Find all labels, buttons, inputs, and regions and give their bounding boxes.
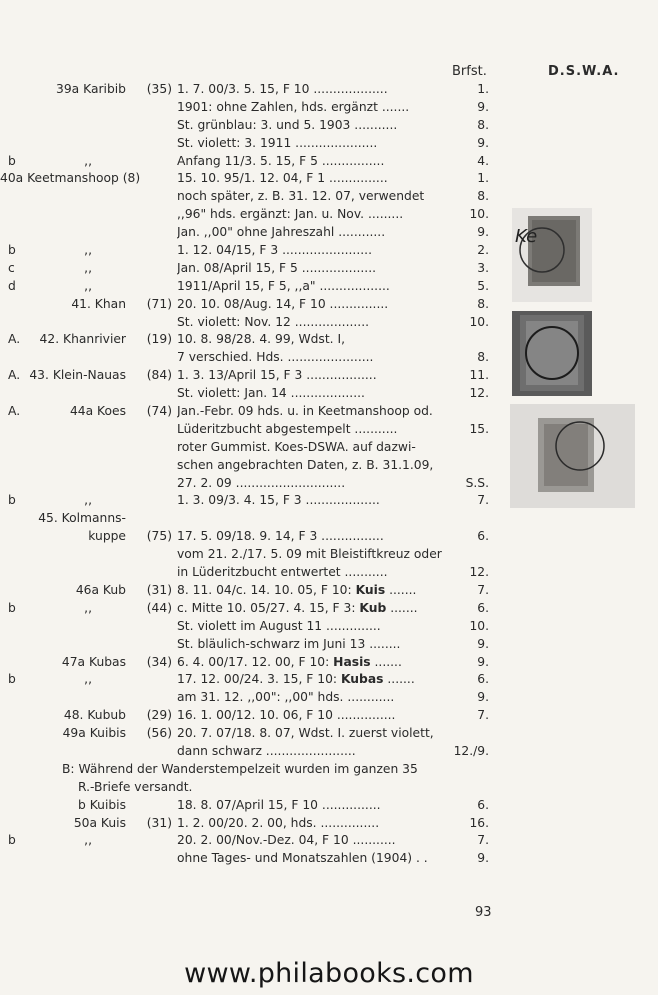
date-range-text: 1901: ohne Zahlen, hds. ergänzt ....... [177,99,410,114]
brfst-value: 5. [477,278,489,293]
region-heading: D.S.W.A. [548,64,620,79]
place-name: ,, [84,260,92,275]
brfst-value: 1. [477,171,489,186]
date-range-text: 1. 3. 09/3. 4. 15, F 3 ................... [177,493,380,508]
place-name: kuppe [88,529,126,544]
brfst-value: 12. [469,565,489,580]
brfst-value: 8. [477,117,489,132]
brfst-value: 9. [477,851,489,866]
brfst-value: 6. [477,529,489,544]
brfst-value: 9. [477,636,489,651]
catalog-number: (84) [146,368,172,383]
date-range-text: 10. 8. 98/28. 4. 99, Wdst. I, [177,332,346,347]
brfst-value: 3. [477,260,489,275]
date-range-text: 1. 7. 00/3. 5. 15, F 10 ................... [177,82,388,96]
leader-dots: ....... [385,582,417,597]
catalog-row [0,135,658,153]
date-range-text: 1. 2. 00/20. 2. 00, hds. ............... [177,815,380,830]
catalog-number: (29) [146,708,172,723]
row-prefix: b [8,600,16,615]
row-prefix: A. [8,404,21,419]
catalog-row [0,832,658,850]
brfst-value: 7. [477,582,489,597]
date-range-text: Jan.-Febr. 09 hds. u. in Keetmanshoop od. [177,404,433,419]
brfst-value: 11. [469,368,489,383]
date-text: 8. 11. 04/c. 14. 10. 05, F 10: [177,582,356,597]
date-range-text: 1911/April 15, F 5, ,,a" .................. [177,278,390,293]
date-range-text: 20. 7. 07/18. 8. 07, Wdst. I. zuerst violett, [177,726,434,741]
catalog-row [0,117,658,135]
place-name: ,, [84,672,92,687]
place-name: ,, [84,153,92,168]
brfst-value: 8. [477,296,489,311]
brfst-value: 6. [477,600,489,615]
brfst-value: 12./9. [453,743,489,758]
brfst-value: 12. [469,386,489,401]
catalog-row [0,153,658,171]
catalog-number: (44) [146,600,172,615]
catalog-row [0,600,658,618]
row-prefix: c [8,260,15,275]
place-name: 50a Kuis [73,815,126,830]
leader-dots: ....... [383,672,415,687]
catalog-row [0,654,658,672]
date-range-text: schen angebrachten Daten, z. B. 31.1.09, [177,457,434,472]
brfst-value: 1. [477,82,489,96]
date-text: c. Mitte 10. 05/27. 4. 15, F 3: [177,600,360,615]
catalog-row [0,689,658,707]
date-text: 17. 12. 00/24. 3. 15, F 10: [177,672,341,687]
date-range-text: ,,96" hds. ergänzt: Jan. u. Nov. ......... [177,207,404,222]
brfst-value: S.S. [465,475,489,490]
brfst-value: 15. [469,421,489,436]
place-name: ,, [84,278,92,293]
brfst-value: 10. [469,618,489,633]
date-range-text: St. bläulich-schwarz im Juni 13 ........ [177,636,401,651]
date-text: 6. 4. 00/17. 12. 00, F 10: [177,654,334,669]
date-range-text: 1. 12. 04/15, F 3 ....................... [177,243,372,258]
date-range-text: Jan. 08/April 15, F 5 ................... [177,260,377,275]
catalog-row [0,725,658,743]
date-range-text: 16. 1. 00/12. 10. 06, F 10 ............... [177,708,396,723]
place-name: ,, [84,833,92,848]
watermark-url: www.philabooks.com [184,958,474,989]
catalog-number: (35) [146,82,172,96]
date-range-text: 7 verschied. Hds. ...................... [177,350,374,365]
date-range-text [177,600,447,618]
date-range-text: dann schwarz ....................... [177,743,356,758]
brfst-value: 10. [469,314,489,329]
place-name: 44a Koes [69,404,126,419]
date-range-text: vom 21. 2./17. 5. 09 mit Bleistiftkreuz oder [177,547,442,562]
catalog-row [0,99,658,117]
place-name: 43. Klein-Nauas [29,368,126,383]
row-prefix: b [8,153,16,168]
brfst-value: 7. [477,833,489,848]
catalog-row [0,564,658,582]
date-range-text: Lüderitzbucht abgestempelt ........... [177,421,398,436]
catalog-number: (19) [146,332,172,347]
catalog-row [0,188,658,206]
catalog-number: (34) [146,654,172,669]
place-name: 48. Kubub [63,708,126,723]
date-range-text: ohne Tages- und Monatszahlen (1904) . . [177,851,428,866]
date-range-text: roter Gummist. Koes-DSWA. auf dazwi- [177,439,416,454]
date-range-text [177,582,447,600]
catalog-row [0,761,658,779]
place-name: 41. Khan [71,296,126,311]
catalog-row [0,636,658,654]
date-range-text: in Lüderitzbucht entwertet ........... [177,565,388,580]
catalog-row [0,618,658,636]
date-range-text: 1. 3. 13/April 15, F 3 .................. [177,368,377,383]
date-range-text: St. grünblau: 3. und 5. 1903 ........... [177,117,398,132]
catalog-number: (56) [146,726,172,741]
leader-dots: ....... [370,654,402,669]
stamp-image-koes [510,404,635,508]
place-name: ,, [84,600,92,615]
date-range-text: noch später, z. B. 31. 12. 07, verwendet [177,189,425,204]
place-name: 45. Kolmanns- [38,511,126,526]
row-prefix: A. [8,368,21,383]
brfst-value: 6. [477,797,489,812]
date-range-text: Anfang 11/3. 5. 15, F 5 ................ [177,153,385,168]
note-text: R.-Briefe versandt. [78,779,193,794]
brfst-value: 9. [477,225,489,240]
date-range-text: 17. 5. 09/18. 9. 14, F 3 ................ [177,529,384,544]
stamp-image-keetmanshoop [512,311,592,396]
brfst-value: 16. [469,815,489,830]
place-name: ,, [84,493,92,508]
brfst-value: 9. [477,690,489,705]
postmark-name: Kub [359,600,387,615]
brfst-value: 6. [477,672,489,687]
catalog-number: (71) [146,296,172,311]
place-name: 42. Khanrivier [39,332,126,347]
date-range-text: St. violett im August 11 .............. [177,618,381,633]
leader-dots: ....... [386,600,418,615]
date-range-text [177,654,447,672]
date-range-text: 20. 10. 08/Aug. 14, F 10 ............... [177,296,389,311]
catalog-row [0,170,658,188]
postmark-name: Hasis [333,654,371,669]
place-name: 39a Karibib [56,82,126,96]
catalog-row [0,546,658,564]
date-range-text: 27. 2. 09 ............................ [177,475,346,490]
column-header-brfst: Brfst. [452,64,487,79]
note-text: B: Während der Wanderstempelzeit wurden im ganzen 35 [62,761,418,776]
date-range-text [177,671,447,689]
svg-text:Ke: Ke [515,226,538,247]
catalog-number: (31) [146,582,172,597]
row-prefix: b [8,493,16,508]
catalog-number: (31) [146,815,172,830]
catalog-number: (75) [146,529,172,544]
catalog-number: (74) [146,404,172,419]
date-range-text: Jan. ,,00" ohne Jahreszahl ............ [177,225,386,240]
catalog-row [0,743,658,761]
stamp-image-karibib [512,208,592,302]
row-prefix: A. [8,332,21,347]
date-range-text: am 31. 12. ,,00": ,,00" hds. ............ [177,690,395,705]
date-range-text: 15. 10. 95/1. 12. 04, F 1 ............... [177,171,388,186]
date-range-text: St. violett: Nov. 12 ................... [177,314,370,329]
brfst-value: 7. [477,708,489,723]
brfst-value: 8. [477,350,489,365]
brfst-value: 10. [469,207,489,222]
brfst-value: 9. [477,654,489,669]
brfst-value: 9. [477,135,489,150]
catalog-row [0,850,658,868]
date-range-text: St. violett: 3. 1911 ..................... [177,135,378,150]
catalog-row [0,510,658,528]
brfst-value: 9. [477,99,489,114]
catalog-row [0,815,658,833]
place-name: 46a Kub [75,582,126,597]
catalog-row [0,671,658,689]
date-range-text: St. violett: Jan. 14 ................... [177,386,365,401]
row-prefix: b [8,672,16,687]
brfst-value: 8. [477,189,489,204]
catalog-row [0,797,658,815]
catalog-row [0,528,658,546]
row-prefix: b [8,243,16,258]
row-prefix: b [8,833,16,848]
page-number: 93 [475,905,492,920]
place-name: 49a Kuibis [62,726,126,741]
postmark-name: Kubas [340,672,384,687]
date-range-text: 18. 8. 07/April 15, F 10 ............... [177,797,381,812]
brfst-value: 2. [477,243,489,258]
postmark-name: Kuis [355,582,386,597]
row-prefix: d [8,278,16,293]
catalog-row [0,582,658,600]
place-name: b Kuibis [77,797,126,812]
catalog-row [0,779,658,797]
place-name: ,, [84,243,92,258]
place-name: 47a Kubas [61,654,126,669]
brfst-value: 7. [477,493,489,508]
date-range-text: 20. 2. 00/Nov.-Dez. 04, F 10 ........... [177,833,396,848]
catalog-row [0,81,658,99]
catalog-row [0,707,658,725]
place-name: 40a Keetmanshoop (8) [0,171,141,186]
brfst-value: 4. [477,153,489,168]
